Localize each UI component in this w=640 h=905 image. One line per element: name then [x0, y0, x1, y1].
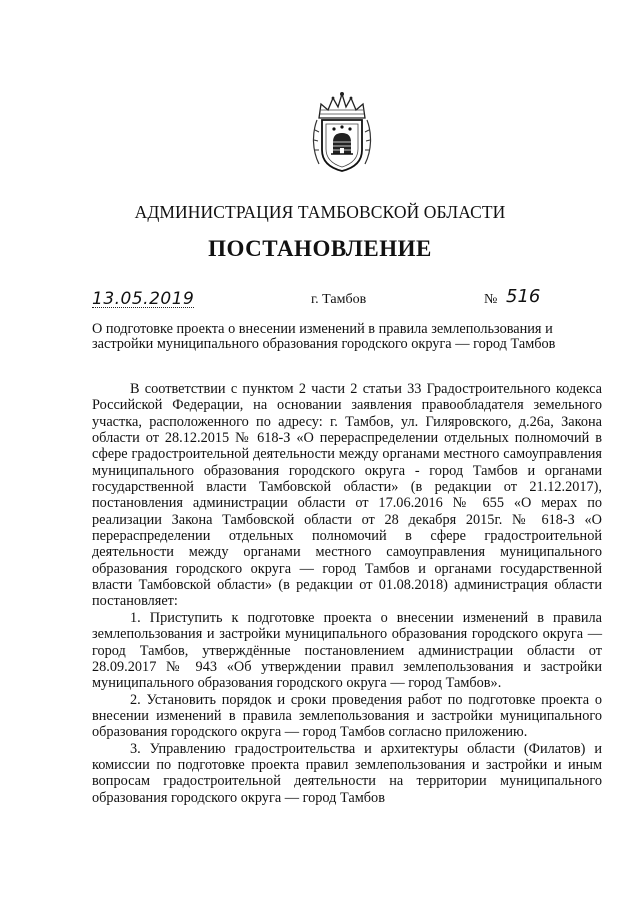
paragraph-item-3: 3. Управлению градостроительства и архитектуры области (Филатов) и комиссии по подготовке проекта правил землепользования и застройки и иным вопросам градостроительной деятельности на территории муниципального образования городского округа — город Тамбов — [92, 740, 602, 806]
authority-name: АДМИНИСТРАЦИЯ ТАМБОВСКОЙ ОБЛАСТИ — [134, 202, 506, 222]
document-title: О подготовке проекта о внесении изменений в правила землепользования и застройки муниципального образования городского округа — город Тамбов — [92, 321, 556, 352]
paragraph-item-1: 1. Приступить к подготовке проекта о внесении изменений в правила землепользования и застройки муниципального образования городского округа — город Тамбов, утверждённые постановлением администрации области от 28.09.2017 № 943 «Об утверждении правил землепользования и застройки муниципального образования городского округа — город Тамбов». — [92, 609, 602, 692]
document-type: ПОСТАНОВЛЕНИЕ — [208, 236, 432, 261]
document-number-label: № — [484, 292, 498, 307]
paragraph-preamble: В соответствии с пунктом 2 части 2 статьи 33 Градостроительного кодекса Российской Федерации, на основании заявления правообладателя земельного участка, расположенного по адресу: г. Тамбов, ул. Гиляровского, д.26а, Закона области от 28.12.2015 № 618-З «О перераспределении отдельных полномочий в сфере градостроительной деятельности между органами местного самоуправления муниципального образования городского округа - город Тамбов и органами государственной власти Тамбовской области» (в редакции от 21.12.2017), постановления администрации области от 17.06.2016 № 655 «О мерах по реализации Закона Тамбовской области от 28 декабря 2015г. № 618-З «О перераспределении отдельных полномочий в сфере градостроительной деятельности между органами местного самоуправления муниципального образования городского округа — город Тамбов и органами государственной власти Тамбовской области» (в редакции от 01.08.2018) администрация области постановляет: — [92, 381, 602, 610]
document-number: 516 — [506, 286, 541, 307]
document-date: 13.05.2019 — [92, 289, 195, 309]
document-body — [92, 381, 602, 806]
paragraph-item-2: 2. Установить порядок и сроки проведения работ по подготовке проекта о внесении изменений в правила землепользования и застройки муниципального образования городского округа — город Тамбов согласно приложению. — [92, 691, 602, 741]
document-city: г. Тамбов — [311, 292, 367, 307]
tambov-coat-of-arms-icon — [311, 88, 373, 174]
